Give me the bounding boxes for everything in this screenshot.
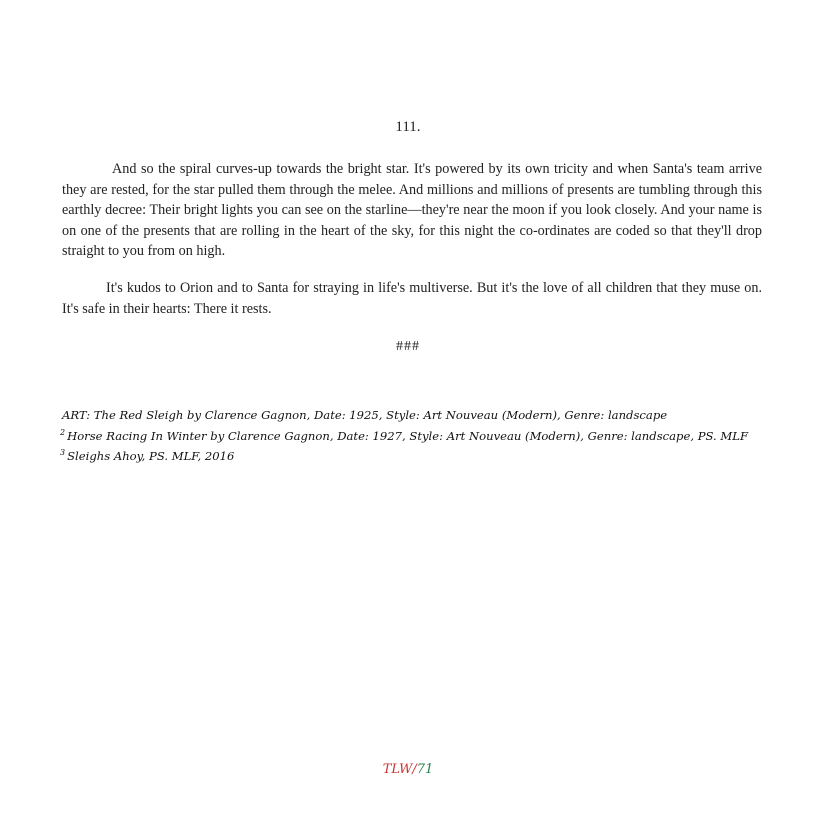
section-number: 111. [395,119,421,135]
footnote-mark: 2 [60,427,66,437]
footnote-mark: 3 [60,448,66,458]
credit-text: Horse Racing In Winter by Clarence Gagnon, Date: 1927, Style: Art Nouveau (Modern), Genre: landscape, PS. MLF [67,428,749,443]
body-paragraph: It's kudos to Orion and to Santa for straying in life's multiverse. But it's the love of all children that they muse on. It's safe in their hearts: There it rests. [62,280,762,317]
credit-line [60,405,780,426]
page-footer [0,762,816,777]
credit-text: ART: The Red Sleigh by Clarence Gagnon, Date: 1925, Style: Art Nouveau (Modern), Genre: landscape [62,408,668,422]
art-credits [60,405,780,467]
credit-text: Sleighs Ahoy, PS. MLF, 2016 [67,449,235,463]
body-paragraph: And so the spiral curves-up towards the bright star. It's powered by its own tricity and when Santa's team arrive they are rested, for the star pulled them through the melee. And millions and millions of presents are tumbling through this earthly decree: Their bright lights you can see on the starline—they're near the moon if you look closely. And your name is on one of the presents that are rolling in the heart of the sky, for this night the co-ordinates are coded so that they'll drop straight to you from on high. [62,161,762,259]
credit-line [60,446,780,467]
credit-line [60,426,780,447]
page-number: 71 [416,762,434,777]
section-separator: ### [396,339,420,354]
footer-code: TLW/ [382,762,417,777]
